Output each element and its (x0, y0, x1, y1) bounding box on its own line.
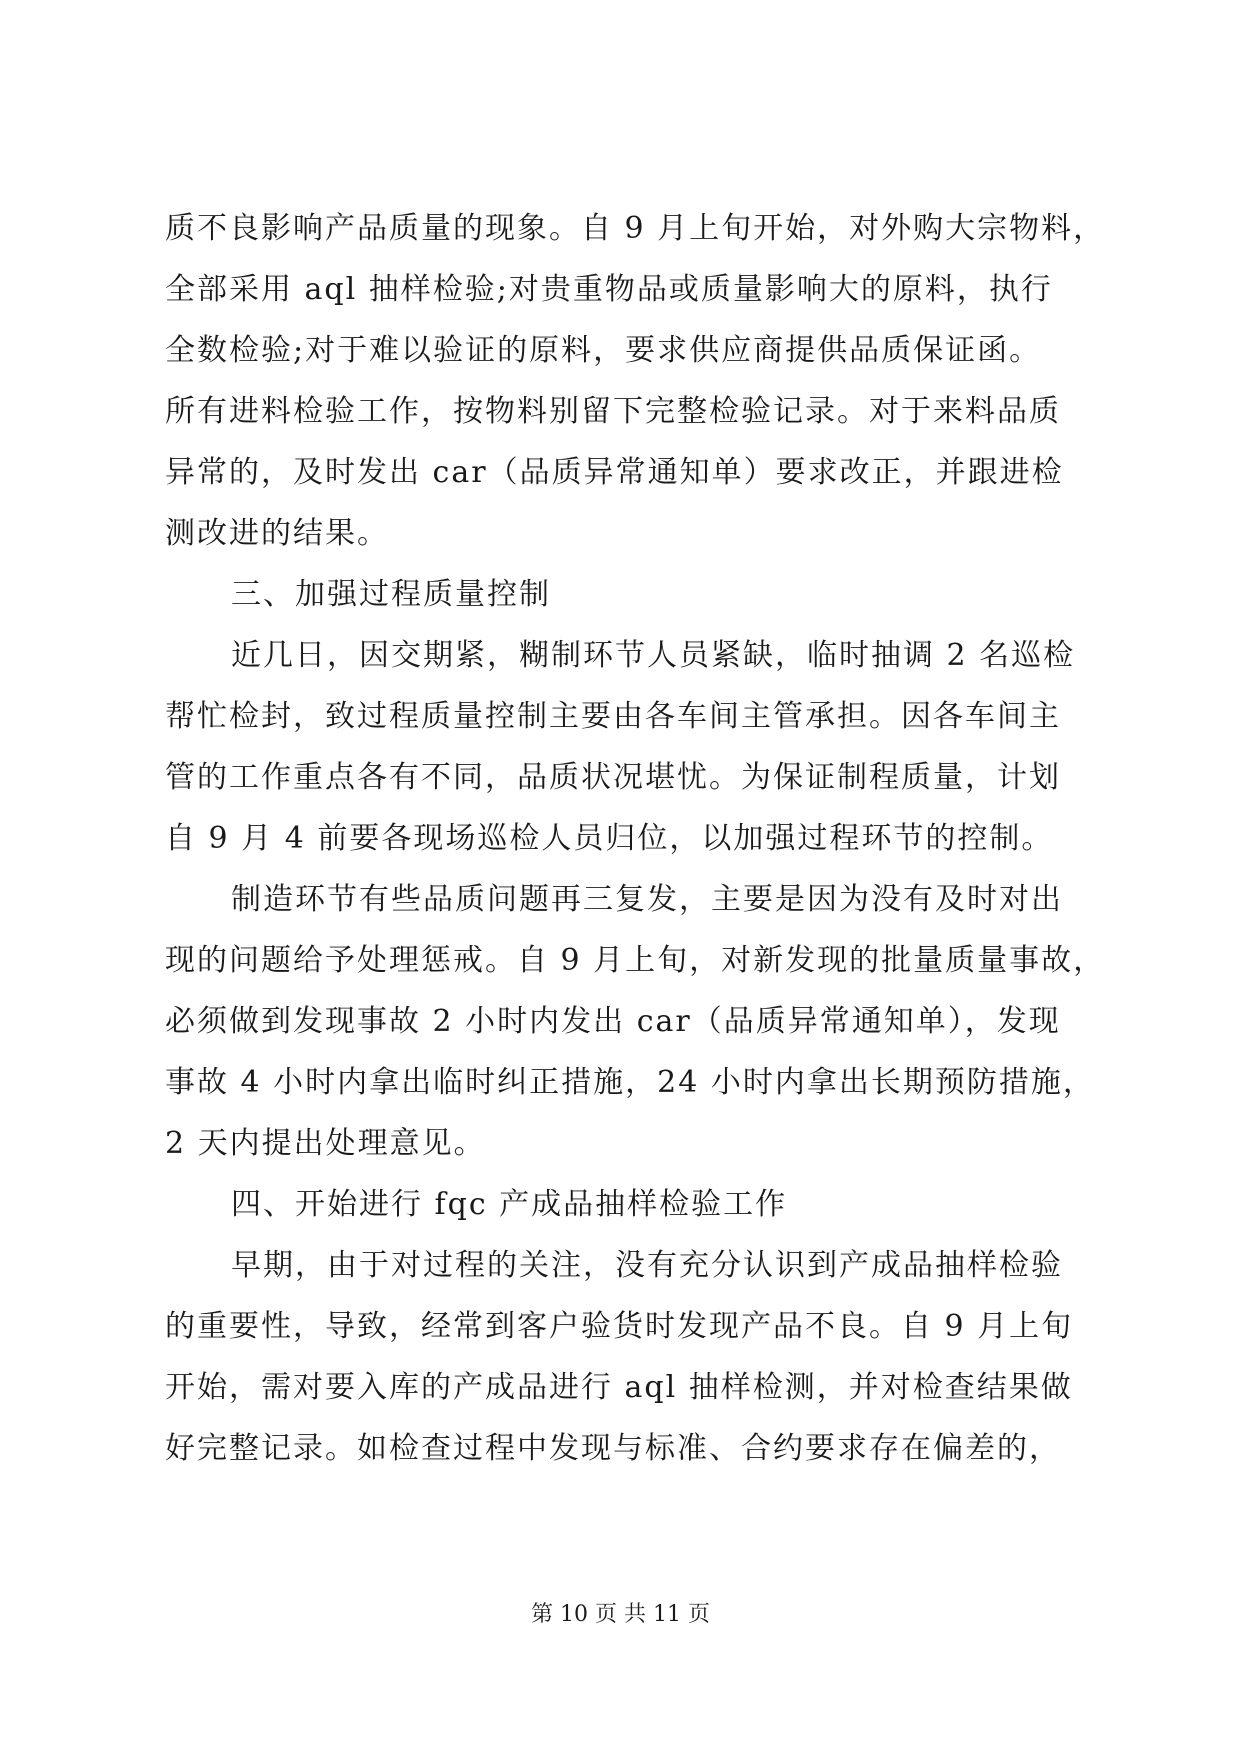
text-line: 制造环节有些品质问题再三复发，主要是因为没有及时对出 (231, 882, 1063, 917)
text-line: 所有进料检验工作，按物料别留下完整检验记录。对于来料品质 (165, 394, 1061, 429)
text-line: 好完整记录。如检查过程中发现与标准、合约要求存在偏差的， (165, 1431, 1061, 1466)
text-line: 现的问题给予处理惩戒。自 9 月上旬，对新发现的批量质量事故， (165, 943, 1106, 978)
text-line: 帮忙检封，致过程质量控制主要由各车间主管承担。因各车间主 (165, 699, 1061, 734)
section-heading: 四、开始进行 fqc 产成品抽样检验工作 (231, 1187, 788, 1222)
text-line: 的重要性，导致，经常到客户验货时发现产品不良。自 9 月上旬 (165, 1309, 1074, 1344)
text-line: 全数检验;对于难以验证的原料，要求供应商提供品质保证函。 (165, 333, 1042, 368)
document-body (165, 198, 1106, 1479)
text-line: 自 9 月 4 前要各现场巡检人员归位，以加强过程环节的控制。 (165, 821, 1054, 856)
page-footer: 第 10 页 共 11 页 (531, 1602, 710, 1627)
text-line: 事故 4 小时内拿出临时纠正措施，24 小时内拿出长期预防措施， (165, 1065, 1095, 1100)
text-line: 测改进的结果。 (165, 516, 389, 551)
text-line: 异常的，及时发出 car（品质异常通知单）要求改正，并跟进检 (165, 455, 1064, 490)
text-line: 近几日，因交期紧，糊制环节人员紧缺，临时抽调 2 名巡检 (231, 638, 1076, 673)
text-line: 早期，由于对过程的关注，没有充分认识到产成品抽样检验 (231, 1248, 1063, 1283)
text-line: 管的工作重点各有不同，品质状况堪忧。为保证制程质量，计划 (165, 760, 1061, 795)
text-line: 质不良影响产品质量的现象。自 9 月上旬开始，对外购大宗物料， (165, 211, 1106, 246)
text-line: 2 天内提出处理意见。 (165, 1126, 486, 1161)
text-line: 必须做到发现事故 2 小时内发出 car（品质异常通知单），发现 (165, 1004, 1061, 1039)
section-heading: 三、加强过程质量控制 (231, 577, 551, 612)
text-line: 开始，需对要入库的产成品进行 aql 抽样检测，并对检查结果做 (165, 1370, 1073, 1405)
text-line: 全部采用 aql 抽样检验;对贵重物品或质量影响大的原料，执行 (165, 272, 1053, 307)
